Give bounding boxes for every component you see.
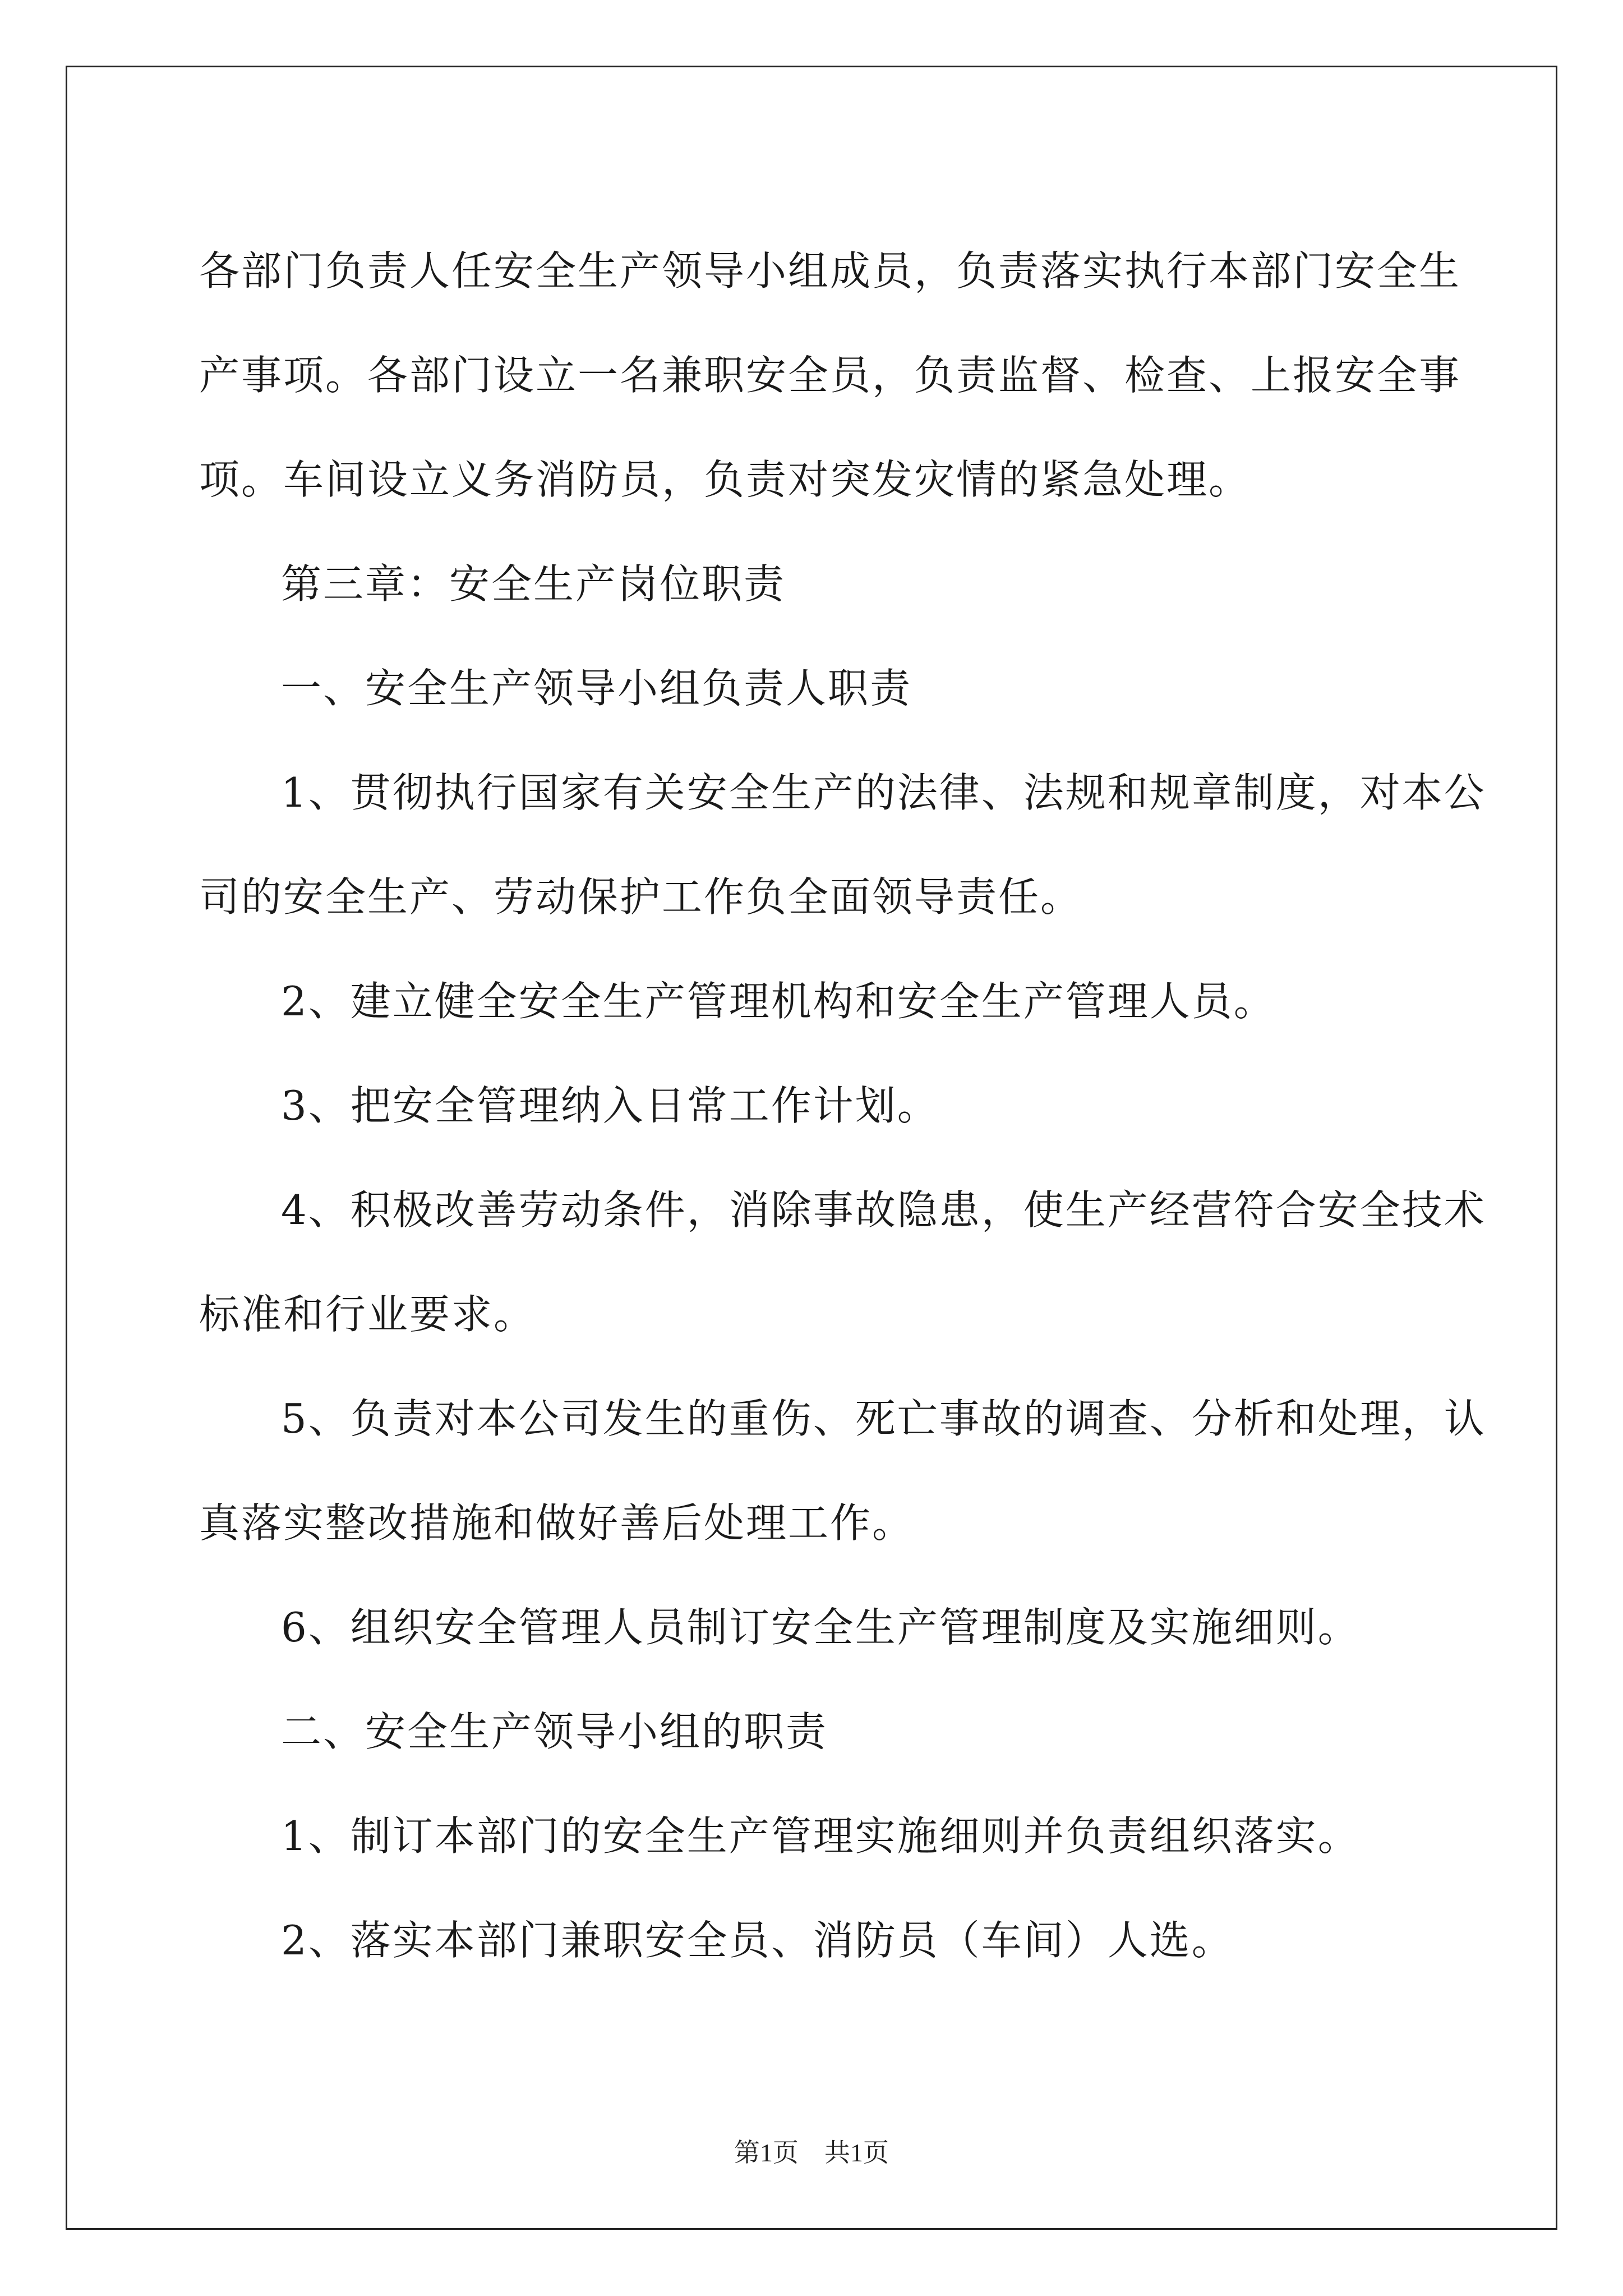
document-body — [199, 219, 1486, 1993]
chapter-heading: 第三章：安全生产岗位职责 — [281, 560, 786, 608]
page-number-footer: 第1页 共1页 — [734, 2138, 889, 2167]
text-line: 产事项。各部门设立一名兼职安全员，负责监督、检查、上报安全事 — [199, 352, 1461, 399]
text-line: 各部门负责人任安全生产领导小组成员，负责落实执行本部门安全生 — [199, 247, 1461, 295]
section-heading: 一、安全生产领导小组负责人职责 — [281, 665, 912, 712]
text-line: 5、负责对本公司发生的重伤、死亡事故的调查、分析和处理，认 — [281, 1395, 1486, 1442]
text-line: 项。车间设立义务消防员，负责对突发灾情的紧急处理。 — [199, 456, 1251, 503]
section-heading: 二、安全生产领导小组的职责 — [281, 1708, 828, 1755]
text-line: 6、组织安全管理人员制订安全生产管理制度及实施细则。 — [281, 1604, 1360, 1651]
text-line: 2、建立健全安全生产管理机构和安全生产管理人员。 — [281, 978, 1276, 1025]
text-line: 4、积极改善劳动条件，消除事故隐患，使生产经营符合安全技术 — [281, 1186, 1486, 1234]
text-line: 3、把安全管理纳入日常工作计划。 — [281, 1082, 939, 1129]
text-line: 标准和行业要求。 — [199, 1291, 536, 1338]
text-line: 2、落实本部门兼职安全员、消防员（车间）人选。 — [281, 1917, 1234, 1964]
text-line: 真落实整改措施和做好善后处理工作。 — [199, 1499, 915, 1547]
text-line: 1、贯彻执行国家有关安全生产的法律、法规和规章制度，对本公 — [281, 769, 1486, 816]
text-line: 1、制订本部门的安全生产管理实施细则并负责组织落实。 — [281, 1812, 1360, 1860]
text-line: 司的安全生产、劳动保护工作负全面领导责任。 — [199, 873, 1083, 921]
